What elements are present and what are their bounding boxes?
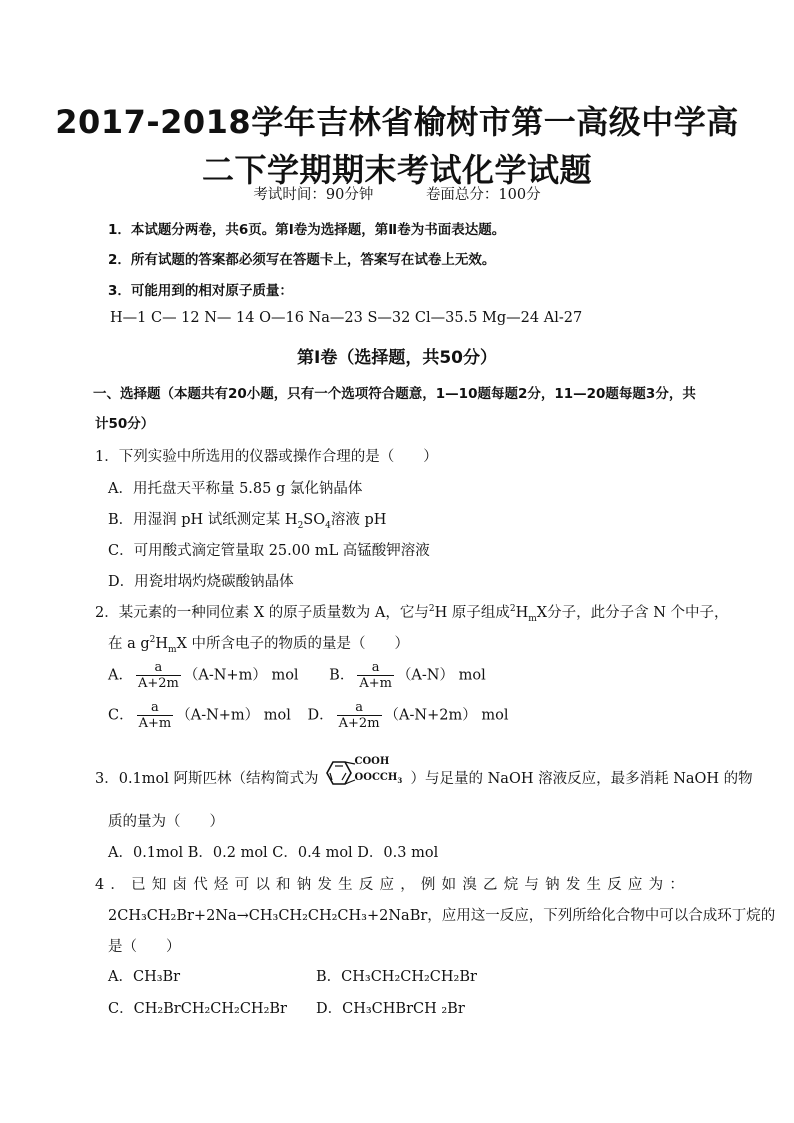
q1-option-d: D．用瓷坩埚灼烧碳酸钠晶体: [108, 574, 294, 590]
q4-option-a: A．CH₃Br: [108, 969, 181, 985]
part-heading-2: 计50分）: [95, 416, 155, 432]
q2-option-c: C． $\frac{a}{A+m}$ （A-N+m） mol: [108, 700, 291, 731]
section-title: 第Ⅰ卷（选择题，共50分）: [297, 348, 497, 368]
q2-option-d: D． $\frac{a}{A+2m}$ （A-N+2m） mol: [307, 700, 509, 731]
q3-stem-line1: 3．0.1mol 阿斯匹林（结构简式为 COOH $OOCCH_3$ ）与足量的 NaOH 溶液反应，最多消耗 NaOH 的物: [95, 758, 753, 800]
part-heading-1: 一、选择题（本题共有20小题，只有一个选项符合题意，1—10题每题2分，11—20题每题3分，共: [93, 386, 696, 402]
q4-option-c: C．CH₂BrCH₂CH₂CH₂Br: [108, 1001, 287, 1017]
total-score: 卷面总分：100分: [425, 187, 541, 203]
note-2: 2．所有试题的答案都必须写在答题卡上，答案写在试卷上无效。: [108, 252, 496, 268]
exam-meta: [0, 183, 794, 204]
note-3: 3．可能用到的相对原子质量：: [108, 283, 293, 299]
q3-options: A．0.1mol B．0.2 mol C．0.4 mol D．0.3 mol: [108, 845, 439, 861]
q2-option-a: A． $\frac{a}{A+2m}$ （A-N+m） mol: [108, 660, 299, 691]
atomic-masses: H—1 C— 12 N— 14 O—16 Na—23 S—32 Cl—35.5 Mg—24 Al-27: [110, 310, 583, 326]
exam-title-line2: 二下学期期末考试化学试题: [201, 151, 592, 189]
exam-time: 考试时间：90分钟: [253, 187, 374, 203]
q1-option-c: C．可用酸式滴定管量取 25.00 mL 高锰酸钾溶液: [108, 543, 430, 559]
q2-stem-line1: 2．某元素的一种同位素 X 的原子质量数为 A，它与$^2$H 原子组成$^2H_mX$分子，此分子含 N 个中子，: [95, 604, 729, 624]
q1-stem: 1．下列实验中所选用的仪器或操作合理的是（ ）: [95, 449, 438, 465]
q2-options-row1: [108, 660, 486, 691]
q4-option-b: B．CH₃CH₂CH₂CH₂Br: [316, 969, 477, 985]
q4-option-d: D．CH₃CHBrCH ₂Br: [316, 1001, 465, 1017]
struct-cooh: COOH: [354, 756, 390, 767]
q1-option-b: B．用湿润 pH 试纸测定某 $H_2SO_4$溶液 pH: [108, 512, 387, 531]
q4-stem-line2: 2CH₃CH₂Br+2Na→CH₃CH₂CH₂CH₃+2NaBr，应用这一反应，下列所给化合物中可以合成环丁烷的: [108, 908, 776, 924]
struct-ester: $OOCCH_3$: [354, 772, 403, 785]
q2-stem-line2: 在 a $g^2H_mX$ 中所含电子的物质的量是（ ）: [108, 635, 410, 655]
note-1: 1．本试题分两卷，共6页。第Ⅰ卷为选择题，第Ⅱ卷为书面表达题。: [108, 222, 506, 238]
q3-stem-line2: 质的量为（ ）: [108, 814, 224, 830]
q4-stem-line3: 是（ ）: [108, 939, 181, 955]
q2-option-b: B． $\frac{a}{A+m}$ （A-N） mol: [329, 660, 486, 691]
q1-option-a: A．用托盘天平称量 5.85 g 氯化钠晶体: [108, 481, 363, 497]
exam-title-line1: 2017-2018学年吉林省榆树市第一高级中学高: [55, 103, 739, 141]
aspirin-structure: [319, 758, 411, 800]
q2-options-row2: [108, 700, 508, 731]
q4-stem-line1: 4．已知卤代烃可以和钠发生反应，例如溴乙烷与钠发生反应为：: [95, 877, 691, 893]
